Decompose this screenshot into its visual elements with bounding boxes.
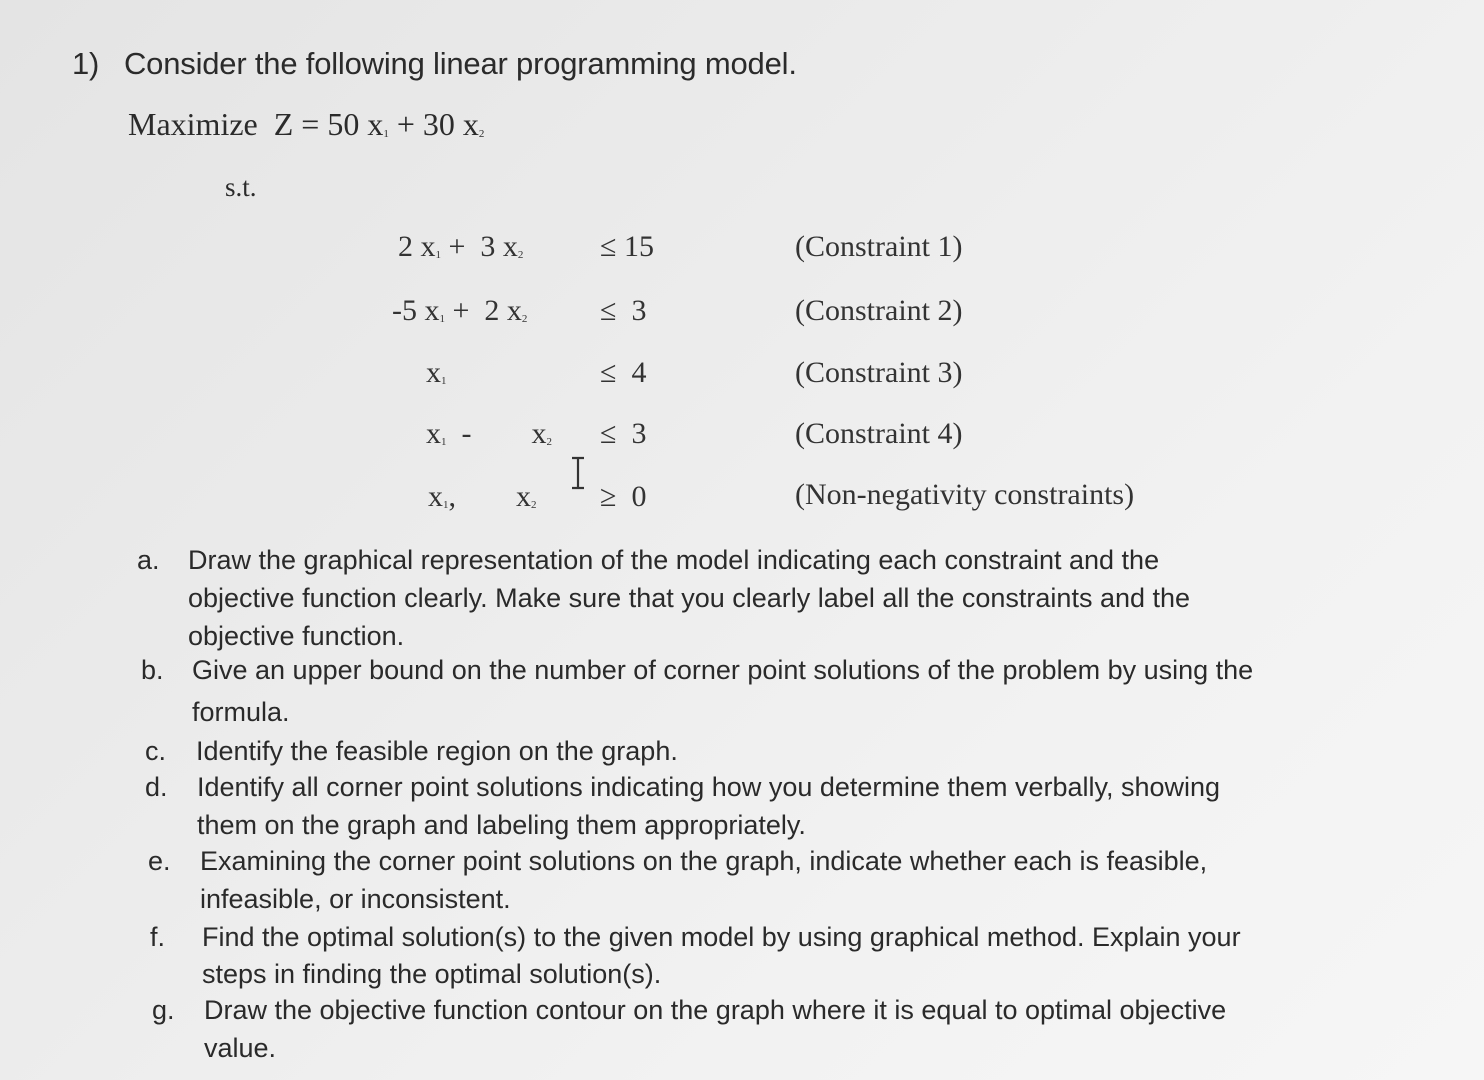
constraint-row bbox=[398, 230, 523, 264]
objective-prefix: Maximize bbox=[128, 106, 258, 142]
subject-to-label: s.t. bbox=[225, 172, 257, 202]
constraint-label: (Constraint 3) bbox=[795, 356, 963, 389]
constraint-row bbox=[392, 294, 527, 328]
constraint-label: (Constraint 1) bbox=[795, 230, 963, 263]
constraint-relation: ≥ 0 bbox=[600, 480, 647, 513]
constraint-relation: ≤ 3 bbox=[600, 417, 647, 450]
constraint-lhs: $x_1$ - $x_2$ bbox=[426, 417, 552, 450]
constraint-label: (Constraint 2) bbox=[795, 294, 963, 327]
question-text: Consider the following linear programming model. bbox=[124, 46, 797, 81]
constraint-label: (Constraint 4) bbox=[795, 417, 963, 450]
objective-function: Maximize Z = 50 $x_1 + 30$ $x_2$ bbox=[128, 106, 485, 142]
constraint-label: (Non-negativity constraints) bbox=[795, 478, 1135, 511]
constraint-lhs: -5 $x_1 + 2$ $x_2$ bbox=[392, 294, 528, 327]
constraint-relation: ≤ 15 bbox=[600, 230, 654, 263]
constraint-relation: ≤ 4 bbox=[600, 356, 647, 389]
constraint-lhs: $x_1$, $x_2$ bbox=[428, 480, 537, 513]
constraint-lhs: 2 $x_1 + 3$ $x_2$ bbox=[398, 230, 524, 263]
constraint-relation: ≤ 3 bbox=[600, 294, 647, 327]
constraint-lhs: $x_1$ bbox=[426, 356, 447, 389]
text-cursor-icon bbox=[563, 455, 593, 491]
question-title bbox=[72, 46, 797, 82]
constraint-row bbox=[428, 480, 537, 514]
constraint-row bbox=[426, 356, 447, 390]
question-number: 1) bbox=[72, 46, 100, 81]
constraint-row bbox=[426, 417, 552, 451]
